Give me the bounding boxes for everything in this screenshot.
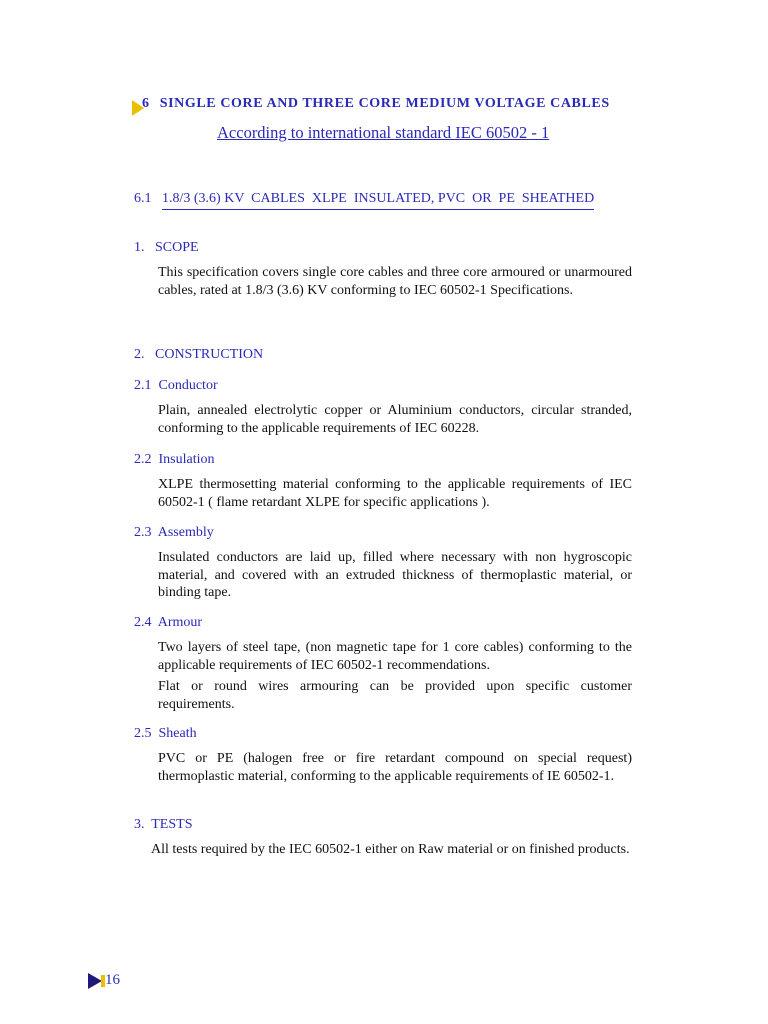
armour-heading: 2.4 Armour — [134, 615, 203, 630]
conductor-heading: 2.1 Conductor — [134, 378, 218, 393]
page-marker-icon — [88, 973, 102, 989]
page-number: 16 — [105, 972, 120, 988]
assembly-heading: 2.3 Assembly — [134, 525, 214, 540]
conductor-text: Plain, annealed electrolytic copper or Aluminium conductors, circular stranded, conforming to the applicable requirements of IEC 60228. — [158, 403, 632, 436]
sheath-text: PVC or PE (halogen free or fire retardant compound on special request) thermoplastic material, conforming to the applicable requirements of IE 60502-1. — [158, 751, 632, 784]
chapter-title-text: SINGLE CORE AND THREE CORE MEDIUM VOLTAGE CABLES — [159, 96, 610, 111]
chapter-title — [142, 96, 610, 112]
scope-heading: 1. SCOPE — [134, 240, 199, 255]
tests-heading: 3. TESTS — [134, 817, 193, 832]
insulation-text: XLPE thermosetting material conforming to the applicable requirements of IEC 60502-1 ( flame retardant XLPE for specific applications ). — [158, 477, 632, 510]
insulation-heading: 2.2 Insulation — [134, 452, 215, 467]
tests-text: All tests required by the IEC 60502-1 either on Raw material or on finished products. — [151, 842, 630, 857]
assembly-text: Insulated conductors are laid up, filled where necessary with non hygroscopic material, and covered with an extruded thickness of thermoplastic material, or binding tape. — [158, 550, 632, 600]
armour-text-1: Two layers of steel tape, (non magnetic tape for 1 core cables) conforming to the applicable requirements of IEC 60502-1 recommendations. — [158, 640, 632, 673]
section-number: 6.1 — [134, 191, 152, 206]
sheath-heading: 2.5 Sheath — [134, 726, 197, 741]
section-title: 1.8/3 (3.6) KV CABLES XLPE INSULATED, PVC OR PE SHEATHED — [162, 191, 594, 210]
scope-text: This specification covers single core cables and three core armoured or unarmoured cables, rated at 1.8/3 (3.6) KV conforming to IEC 60502-1 Specifications. — [158, 265, 632, 298]
armour-text-2: Flat or round wires armouring can be provided upon specific customer requirements. — [158, 679, 632, 712]
construction-heading: 2. CONSTRUCTION — [134, 347, 264, 362]
chapter-subtitle: According to international standard IEC 60502 - 1 — [217, 123, 550, 142]
chapter-number: 6 — [142, 96, 150, 111]
